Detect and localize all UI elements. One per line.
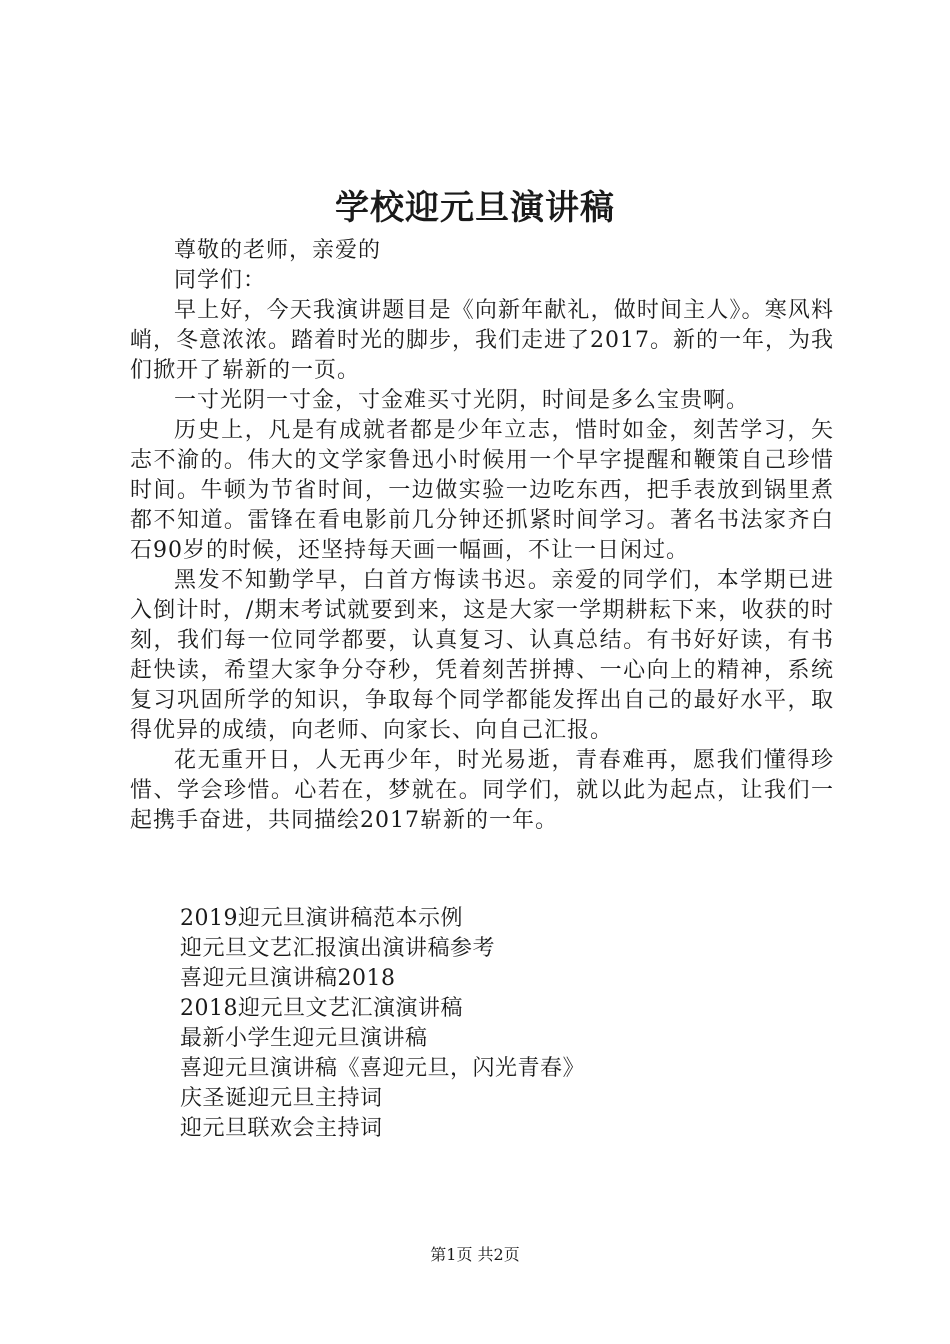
related-link[interactable]: 喜迎元旦演讲稿2018 [180, 966, 396, 991]
page-number-footer: 第1页 共2页 [430, 1245, 520, 1264]
paragraph-closing: 花无重开日，人无再少年，时光易逝，青春难再，愿我们懂得珍惜、学会珍惜。心若在，梦就在。同学们，就以此为起点，让我们一起携手奋进，共同描绘2017崭新的一年。 [130, 748, 834, 833]
salutation-line-2: 同学们： [174, 268, 267, 293]
paragraph-greeting: 早上好，今天我演讲题目是《向新年献礼，做时间主人》。寒风料峭，冬意浓浓。踏着时光的脚步，我们走进了2017。新的一年，为我们掀开了崭新的一页。 [130, 298, 834, 383]
related-link[interactable]: 2018迎元旦文艺汇演演讲稿 [180, 996, 463, 1021]
document-title: 学校迎元旦演讲稿 [335, 188, 615, 228]
salutation-line-1: 尊敬的老师，亲爱的 [174, 238, 382, 263]
paragraph-exam: 黑发不知勤学早，白首方悔读书迟。亲爱的同学们，本学期已进入倒计时，/期末考试就要到来，这是大家一学期耕耘下来，收获的时刻，我们每一位同学都要，认真复习、认真总结。有书好好读，有书赶快读，希望大家争分夺秒，凭着刻苦拼搏、一心向上的精神，系统复习巩固所学的知识，争取每个同学都能发挥出自己的最好水平，取得优异的成绩，向老师、向家长、向自己汇报。 [130, 568, 834, 743]
related-link[interactable]: 2019迎元旦演讲稿范本示例 [180, 906, 463, 931]
related-links-list [180, 904, 840, 1144]
related-link[interactable]: 迎元旦文艺汇报演出演讲稿参考 [180, 936, 496, 961]
paragraph-history: 历史上，凡是有成就者都是少年立志，惜时如金，刻苦学习，矢志不渝的。伟大的文学家鲁迅小时候用一个早字提醒和鞭策自己珍惜时间。牛顿为节省时间，一边做实验一边吃东西，把手表放到锅里煮都不知道。雷锋在看电影前几分钟还抓紧时间学习。著名书法家齐白石90岁的时候，还坚持每天画一幅画，不让一日闲过。 [130, 418, 834, 563]
paragraph-proverb: 一寸光阴一寸金，寸金难买寸光阴，时间是多么宝贵啊。 [174, 388, 750, 413]
related-link[interactable]: 迎元旦联欢会主持词 [180, 1116, 383, 1141]
related-link[interactable]: 庆圣诞迎元旦主持词 [180, 1086, 383, 1111]
related-link[interactable]: 喜迎元旦演讲稿《喜迎元旦，闪光青春》 [180, 1056, 586, 1081]
document-body [130, 236, 834, 836]
related-link[interactable]: 最新小学生迎元旦演讲稿 [180, 1026, 428, 1051]
